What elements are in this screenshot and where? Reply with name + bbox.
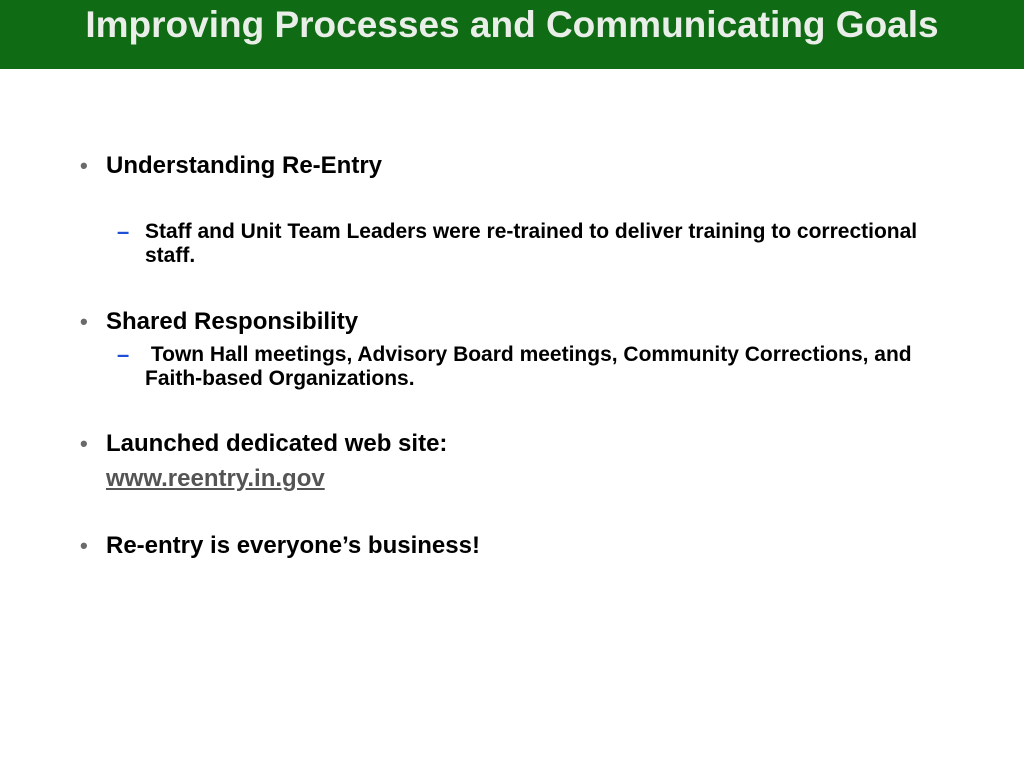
subitem-staff-training: Staff and Unit Team Leaders were re-trained to deliver training to correctional staff. (145, 220, 918, 267)
bullet-item-everyones-business: Re-entry is everyone’s business! (106, 532, 480, 559)
bullet-icon: • (80, 153, 88, 178)
bullet-icon: • (80, 309, 88, 334)
dash-icon: – (117, 342, 130, 367)
website-link[interactable]: www.reentry.in.gov (106, 465, 325, 492)
bullet-item-web-site: Launched dedicated web site: (106, 430, 448, 457)
bullet-item-shared-responsibility: Shared Responsibility (106, 308, 359, 335)
bullet-icon: • (80, 533, 88, 558)
subitem-town-hall-meetings: Town Hall meetings, Advisory Board meetings, Community Corrections, and Faith-based Organizations. (145, 343, 918, 390)
dash-icon: – (117, 219, 130, 244)
bullet-item-understanding-reentry: Understanding Re-Entry (106, 152, 383, 179)
bullet-icon: • (80, 431, 88, 456)
slide-title: Improving Processes and Communicating Goals (85, 4, 939, 45)
